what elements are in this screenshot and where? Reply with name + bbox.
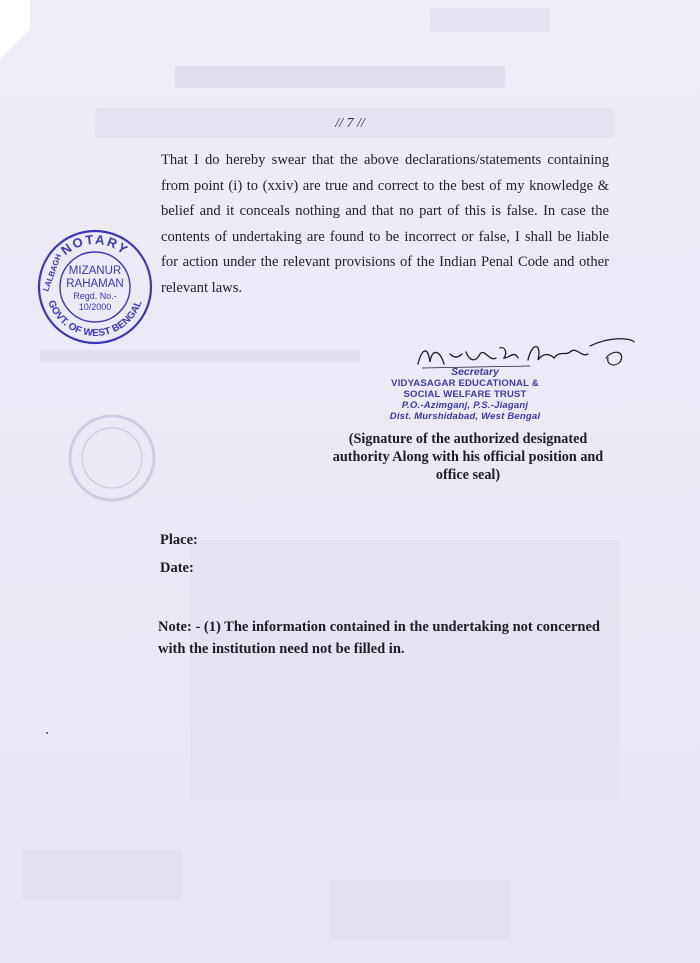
show-through-bar [40, 350, 360, 362]
stamp-line-2: SOCIAL WELFARE TRUST [403, 389, 527, 400]
seal-name-line2: RAHAMAN [66, 278, 124, 290]
seal-bottom-text: GOVT. OF WEST BENGAL [45, 298, 145, 340]
page-number: // 7 // [335, 116, 365, 131]
secretary-stamp [340, 367, 590, 422]
seal-name-line1: MIZANUR [68, 265, 122, 277]
ink-dot [46, 732, 48, 734]
signature-caption-line-1: (Signature of the authorized designated [348, 431, 588, 447]
show-through-block [190, 540, 620, 800]
seal-reg-line2: 10/2000 [78, 302, 112, 312]
show-through-bar [430, 8, 550, 32]
date-label: Date: [160, 560, 194, 576]
stamp-line-3: P.O.-Azimganj, P.S.-Jiaganj [401, 400, 529, 411]
stamp-line-4: Dist. Murshidabad, West Bengal [389, 411, 541, 422]
svg-text:NOTARY [58, 232, 132, 258]
stamp-line-1: VIDYASAGAR EDUCATIONAL & [391, 378, 539, 389]
seal-left-text: LALBAGH [41, 252, 64, 293]
signature-caption [318, 430, 618, 484]
notary-seal [36, 228, 154, 346]
show-through-bar [330, 880, 510, 940]
seal-reg-line1: Regd. No.- [73, 291, 117, 301]
stamp-title: Secretary [451, 366, 499, 378]
seal-top-text: NOTARY [58, 231, 133, 259]
declaration-paragraph: That I do hereby swear that the above declarations/statements containing from point (i) to (xxiv) are true and correct to the best of my knowledge & belief and it conceals nothing and that no part of this is false. In case the contents of undertaking are found to be incorrect or false, I shall be liable for action under the relevant provisions of the Indian Penal Code and other relevant laws. [161, 152, 609, 296]
signature-caption-line-3: office seal) [435, 467, 501, 483]
show-through-bar [175, 66, 505, 88]
note-text: Note: - (1) The information contained in the undertaking not concerned with the institution need not be filled in. [158, 619, 600, 657]
show-through-seal [66, 412, 158, 504]
page-fold-corner [0, 0, 30, 100]
place-label: Place: [160, 532, 198, 548]
signature-caption-line-2: authority Along with his official position and [332, 449, 604, 465]
show-through-bar [22, 850, 182, 900]
